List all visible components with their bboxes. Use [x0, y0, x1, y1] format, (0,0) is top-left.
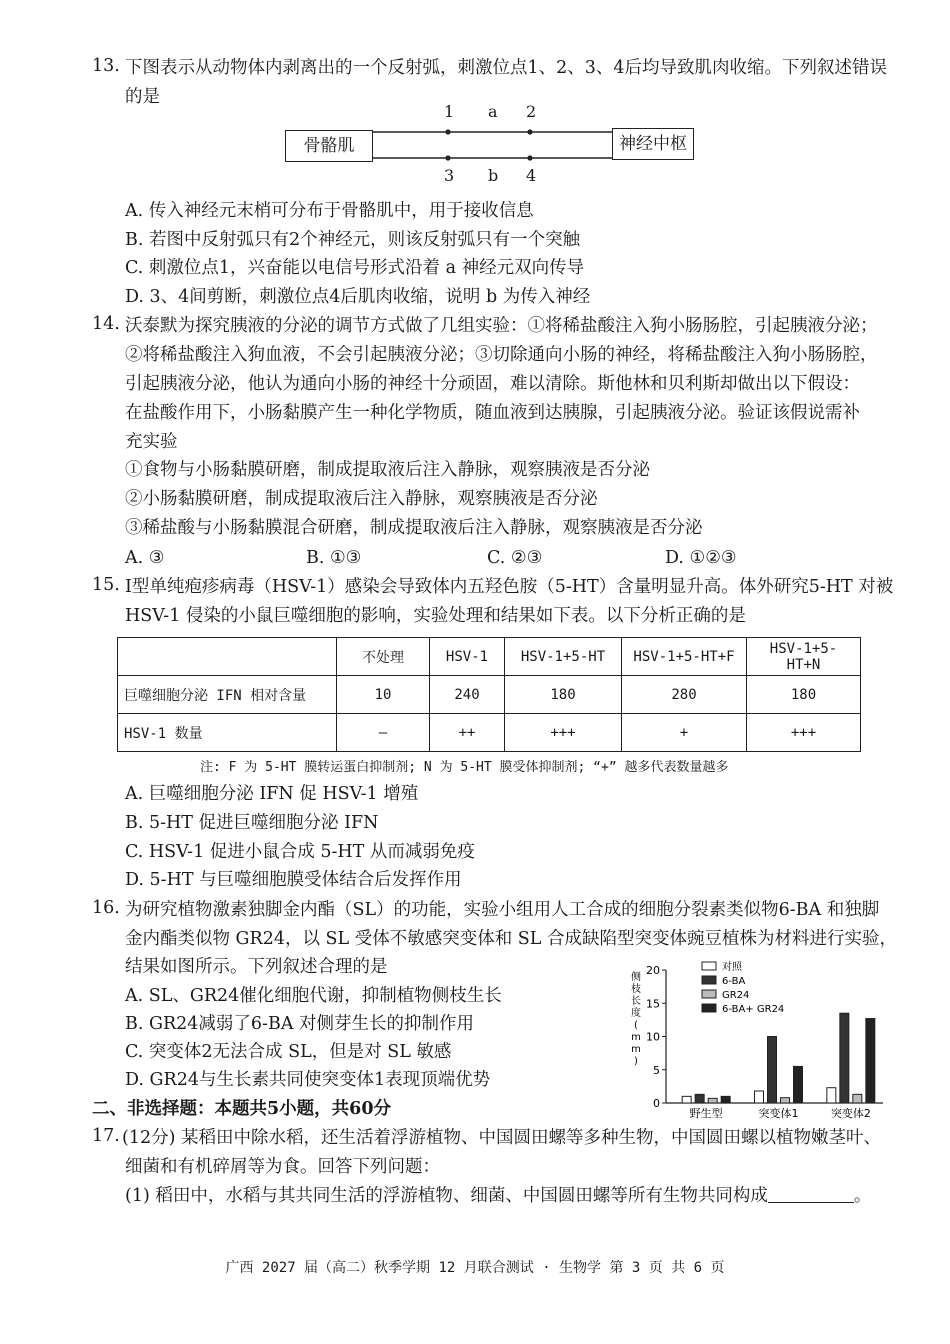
legend-label: GR24: [722, 990, 750, 1001]
table-header-row: [118, 638, 861, 676]
table-cell: 280: [622, 676, 747, 714]
bar-6-BA: [840, 1013, 849, 1103]
bar-6-BA: [695, 1094, 704, 1103]
q13-stem-line2: 的是: [125, 87, 160, 107]
bar-chart-svg: [628, 960, 893, 1128]
q14-line1: 沃泰默为探究胰液的分泌的调节方式做了几组实验：①将稀盐酸注入狗小肠肠腔，引起胰液分泌；: [125, 316, 878, 336]
point-1-dot: [445, 129, 450, 134]
q16-stem-line2: 金内酯类似物 GR24，以 SL 受体不敏感突变体和 SL 合成缺陷型突变体豌豆植株为材料进行实验，: [125, 929, 897, 949]
q15-number: 15.: [92, 575, 120, 595]
legend-label: 6-BA: [722, 976, 746, 987]
bar-GR24: [853, 1094, 862, 1103]
q14-option-d: D. ①②③: [665, 548, 737, 568]
table-cell: 10: [337, 676, 430, 714]
label-a: a: [488, 102, 498, 121]
q14-option-b: B. ①③: [306, 548, 362, 568]
reflex-arc-diagram: [280, 100, 700, 195]
legend-swatch: [702, 976, 716, 984]
table-cell: 180: [747, 676, 861, 714]
q15-results-table: [117, 637, 861, 752]
table-header-cell: 不处理: [337, 638, 430, 676]
y-axis-label-char: 侧: [631, 972, 641, 983]
table-header-cell: [118, 638, 337, 676]
q16-option-b: B. GR24减弱了6-BA 对侧芽生长的抑制作用: [125, 1014, 475, 1034]
q16-option-c: C. 突变体2无法合成 SL，但是对 SL 敏感: [125, 1042, 452, 1062]
bar-对照: [682, 1096, 691, 1103]
q16-bar-chart: [628, 960, 893, 1128]
legend-label: 6-BA+ GR24: [722, 1004, 785, 1015]
q15-stem-line1: Ⅰ型单纯疱疹病毒（HSV-1）感染会导致体内五羟色胺（5-HT）含量明显升高。体外研究5-HT 对被: [125, 577, 894, 597]
y-tick-label: 10: [646, 1030, 660, 1044]
y-axis-label-char: m: [631, 1044, 641, 1055]
label-1: 1: [444, 102, 455, 121]
q17-sub1: [125, 1182, 871, 1211]
q16-option-d: D. GR24与生长素共同使突变体1表现顶端优势: [125, 1070, 491, 1090]
table-cell: ++: [430, 714, 505, 752]
q14-line4: 在盐酸作用下，小肠黏膜产生一种化学物质，随血液到达胰腺，引起胰液分泌。验证该假说需补: [125, 403, 860, 423]
x-tick-label: 突变体1: [758, 1107, 799, 1120]
q14-line3: 引起胰液分泌，他认为通向小肠的神经十分顽固，难以清除。斯他林和贝利斯却做出以下假设：: [125, 374, 860, 394]
q13-option-a: A. 传入神经元末梢可分布于骨骼肌中，用于接收信息: [125, 201, 534, 221]
table-cell: +: [622, 714, 747, 752]
q14-number: 14.: [92, 314, 120, 334]
bar-6-BA: [768, 1037, 777, 1104]
q13-option-d: D. 3、4间剪断，刺激位点4后肌肉收缩，说明 b 为传入神经: [125, 287, 591, 307]
table-header-cell: HSV-1+5-HT: [505, 638, 622, 676]
q15-option-a: A. 巨噬细胞分泌 IFN 促 HSV-1 增殖: [125, 784, 419, 804]
point-2-dot: [527, 129, 532, 134]
q15-option-d: D. 5-HT 与巨噬细胞膜受体结合后发挥作用: [125, 870, 462, 890]
table-row-label: 巨噬细胞分泌 IFN 相对含量: [118, 676, 337, 714]
legend-swatch: [702, 990, 716, 998]
q14-statement-2: ②小肠黏膜研磨，制成提取液后注入静脉，观察胰液是否分泌: [125, 489, 598, 509]
label-2: 2: [526, 102, 537, 121]
section-2-heading: 二、非选择题：本题共5小题，共60分: [92, 1099, 392, 1119]
q14-statement-1: ①食物与小肠黏膜研磨，制成提取液后注入静脉，观察胰液是否分泌: [125, 460, 650, 480]
table-cell: 180: [505, 676, 622, 714]
q13-stem-line1: 下图表示从动物体内剥离出的一个反射弧，刺激位点1、2、3、4后均导致肌肉收缩。下列叙述错误: [125, 58, 888, 78]
bar-6-BA+ GR24: [794, 1066, 803, 1103]
table-cell: –: [337, 714, 430, 752]
y-tick-label: 20: [646, 964, 660, 977]
legend-swatch: [702, 1004, 716, 1012]
point-4-dot: [527, 155, 532, 160]
q15-table-note: 注: F 为 5-HT 膜转运蛋白抑制剂; N 为 5-HT 膜受体抑制剂; “+” 越多代表数量越多: [200, 760, 729, 775]
q14-line2: ②将稀盐酸注入狗血液，不会引起胰液分泌；③切除通向小肠的神经，将稀盐酸注入狗小肠肠腔，: [125, 345, 878, 365]
q14-option-a: A. ③: [125, 548, 165, 568]
legend-label: 对照: [722, 962, 742, 973]
table-row: [118, 714, 861, 752]
label-b: b: [488, 166, 499, 185]
q16-option-a: A. SL、GR24催化细胞代谢，抑制植物侧枝生长: [125, 986, 502, 1006]
q15-option-b: B. 5-HT 促进巨噬细胞分泌 IFN: [125, 813, 379, 833]
skeletal-muscle-box: 骨骼肌: [285, 130, 373, 162]
answer-blank[interactable]: [768, 1184, 854, 1203]
nerve-center-box: 神经中枢: [612, 128, 694, 160]
q13-option-b: B. 若图中反射弧只有2个神经元，则该反射弧只有一个突触: [125, 230, 581, 250]
y-axis-label-char: 度: [631, 1008, 641, 1019]
table-cell: +++: [747, 714, 861, 752]
y-axis-label-char: m: [631, 1032, 641, 1043]
table-header-cell: HSV-1+5-HT+N: [747, 638, 861, 676]
x-tick-label: 野生型: [689, 1107, 723, 1120]
q17-sub1-text: (1) 稻田中，水稻与其共同生活的浮游植物、细菌、中国圆田螺等所有生物共同构成: [125, 1186, 768, 1206]
y-tick-label: 5: [653, 1063, 660, 1077]
q14-line5: 充实验: [125, 432, 178, 452]
table-row: [118, 676, 861, 714]
q14-option-c: C. ②③: [487, 548, 543, 568]
q17-sub1-end: 。: [853, 1186, 872, 1206]
bar-对照: [755, 1091, 764, 1103]
bar-GR24: [781, 1098, 790, 1103]
label-3: 3: [444, 166, 455, 185]
q13-option-c: C. 刺激位点1，兴奋能以电信号形式沿着 a 神经元双向传导: [125, 258, 585, 278]
table-header-cell: HSV-1+5-HT+F: [622, 638, 747, 676]
q15-option-c: C. HSV-1 促进小鼠合成 5-HT 从而减弱免疫: [125, 842, 475, 862]
bar-6-BA+ GR24: [866, 1019, 875, 1103]
q17-stem-line1: (12分) 某稻田中除水稻，还生活着浮游植物、中国圆田螺等多种生物，中国圆田螺以植物嫩茎叶、: [122, 1128, 881, 1148]
y-tick-label: 0: [653, 1097, 660, 1110]
bar-6-BA+ GR24: [721, 1096, 730, 1103]
label-4: 4: [526, 166, 537, 185]
table-header-cell: HSV-1: [430, 638, 505, 676]
table-cell: +++: [505, 714, 622, 752]
q17-number: 17.: [92, 1126, 120, 1146]
bar-对照: [827, 1088, 836, 1103]
q16-stem-line1: 为研究植物激素独脚金内酯（SL）的功能，实验小组用人工合成的细胞分裂素类似物6-BA 和独脚: [125, 900, 880, 920]
q16-stem-line3: 结果如图所示。下列叙述合理的是: [125, 957, 388, 977]
y-axis-label-char: 枝: [631, 984, 641, 995]
page-footer: 广西 2027 届（高二）秋季学期 12 月联合测试 · 生物学 第 3 页 共 6 页: [225, 1260, 725, 1276]
point-3-dot: [445, 155, 450, 160]
table-row-label: HSV-1 数量: [118, 714, 337, 752]
y-tick-label: 15: [646, 997, 660, 1011]
y-axis-label-char: ): [634, 1056, 638, 1067]
bar-GR24: [708, 1098, 717, 1103]
q15-stem-line2: HSV-1 侵染的小鼠巨噬细胞的影响，实验处理和结果如下表。以下分析正确的是: [125, 606, 746, 626]
y-axis-label-char: 长: [631, 996, 641, 1007]
table-cell: 240: [430, 676, 505, 714]
legend-swatch: [702, 962, 716, 970]
y-axis-label-char: (: [634, 1020, 638, 1031]
q17-stem-line2: 细菌和有机碎屑等为食。回答下列问题：: [125, 1157, 440, 1177]
q13-number: 13.: [92, 56, 120, 76]
q16-number: 16.: [92, 898, 120, 918]
q14-statement-3: ③稀盐酸与小肠黏膜混合研磨，制成提取液后注入静脉，观察胰液是否分泌: [125, 518, 703, 538]
x-tick-label: 突变体2: [830, 1107, 871, 1120]
